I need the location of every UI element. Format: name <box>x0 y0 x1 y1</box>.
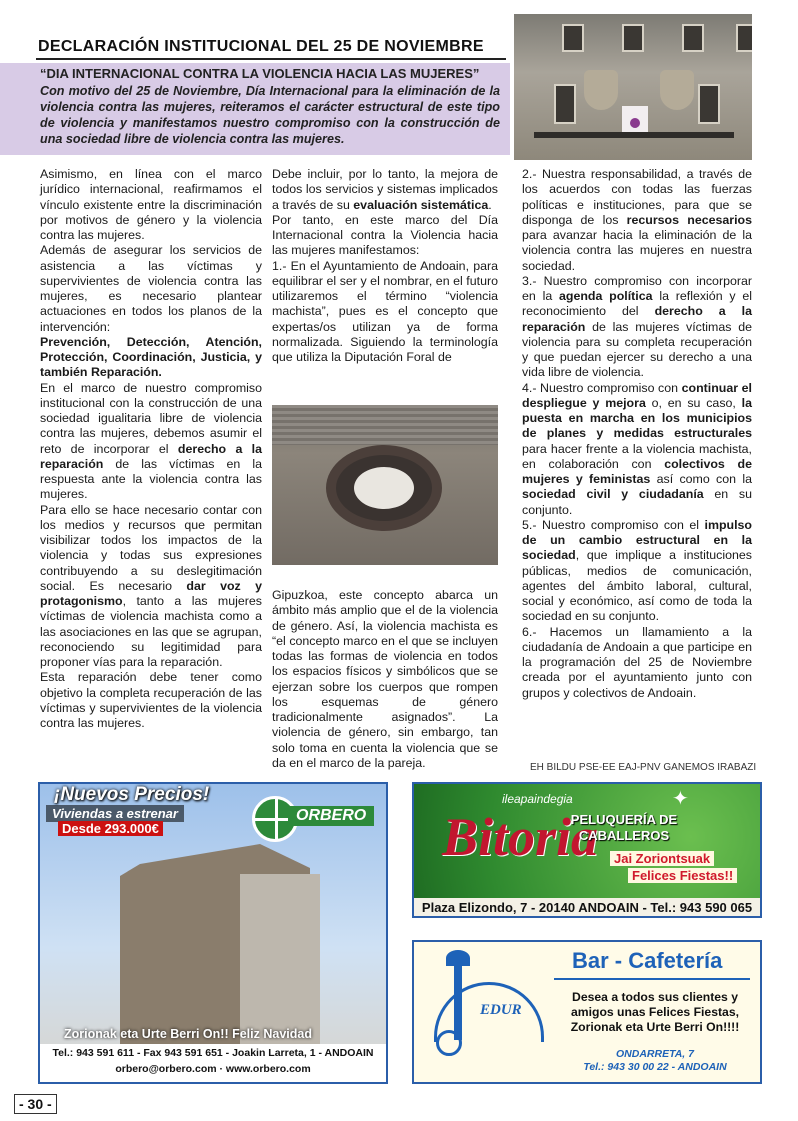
article-column-3 <box>522 167 752 701</box>
paragraph: 3.- Nuestro compromiso con incorporar en la agenda política la reflexión y el reconocimiento del derecho a la reparación de las mujeres víctimas de violencia para su completa recuperación y que puedan ejercer su derecho a una vida libre de violencia. <box>522 273 753 380</box>
ad-price: Desde 293.000€ <box>58 821 163 836</box>
wheel-icon <box>436 1030 462 1056</box>
title-rule <box>36 58 506 60</box>
ad-address: ONDARRETA, 7 Tel.: 943 30 00 22 - ANDOAIN <box>583 1048 727 1073</box>
star-icon: ✦ <box>672 788 689 810</box>
ad-contact: Tel.: 943 591 611 - Fax 943 591 651 - Joakin Larreta, 1 - ANDOAIN <box>52 1047 374 1059</box>
signatory-parties: EH BILDU PSE-EE EAJ-PNV GANEMOS IRABAZI <box>530 762 757 773</box>
orbero-brand: ORBERO <box>288 806 374 826</box>
ad-greeting-es: Felices Fiestas!! <box>628 868 737 883</box>
paragraph-bold: Prevención, Detección, Atención, Protección, Coordinación, Justicia, y también Reparación. <box>40 334 262 380</box>
ad-business-type: PELUQUERÍA DE CABALLEROS <box>570 812 678 843</box>
paragraph: En el marco de nuestro compromiso institucional con la construcción de una sociedad igualitaria libre de violencia contra las mujeres, debemos asumir el reto de incorporar el derecho a la reparación de las víctimas en la respuesta ante la violencia contra las mujeres. <box>40 380 262 502</box>
paragraph: 6.- Hacemos un llamamiento a la ciudadanía de Andoain a que participe en la programación del 25 de Noviembre creada por el ayuntamiento junto con grupos y colectivos de Andoain. <box>522 624 752 700</box>
page-number: - 30 - <box>14 1094 57 1114</box>
ad-message: Desea a todos sus clientes y amigos unas Felices Fiestas, Zorionak eta Urte Berri On!!!! <box>570 990 740 1034</box>
paragraph: Esta reparación debe tener como objetivo la completa recuperación de las víctimas y supervivientes de la violencia contra las mujeres. <box>40 670 262 730</box>
ad-greeting-eu: Jai Zoriontsuak <box>610 851 714 866</box>
ad-address: Plaza Elizondo, 7 - 20140 ANDOAIN - Tel.: 943 590 065 <box>414 898 760 917</box>
bitoria-advertisement[interactable] <box>412 782 762 918</box>
edur-logo: EDUR <box>480 1002 522 1018</box>
page-title: DECLARACIÓN INSTITUCIONAL DEL 25 DE NOVIEMBRE <box>38 38 484 55</box>
ad-title: Bar - Cafetería <box>572 948 723 973</box>
lead-band <box>0 63 510 155</box>
ad-subheadline: Viviendas a estrenar <box>46 805 184 822</box>
paragraph: Para ello se hace necesario contar con los medios y recursos que permitan visibilizar todos los impactos de la violencia y todas sus expresiones contribuyendo a su deslegitimación social. Es necesario dar voz y protagonismo, tanto a las mujeres víctimas de violencia machista como a las asociaciones en las que se agrupan, reconociendo su legitimidad para proponer vías para la reparación. <box>40 502 262 669</box>
section-subtitle: “DIA INTERNACIONAL CONTRA LA VIOLENCIA HACIA LAS MUJERES” <box>40 66 480 81</box>
town-hall-photo <box>514 14 752 160</box>
orbero-advertisement[interactable] <box>38 782 388 1084</box>
article-column-1 <box>40 167 262 731</box>
paragraph: 5.- Nuestro compromiso con el impulso de un cambio estructural en la sociedad, que implique a instituciones públicas, medios de comunicación, agentes del ámbito laboral, cultural, social y económico, así como de toda la sociedad en su conjunto. <box>522 517 752 624</box>
paragraph: Asimismo, en línea con el marco jurídico internacional, reafirmamos el vínculo existente entre la discriminación por motivos de género y la violencia contra las mujeres. <box>40 167 262 242</box>
paragraph: 1.- En el Ayuntamiento de Andoain, para equilibrar el ser y el nombrar, en el futuro utilizaremos el término “violencia machista”, pues es el concepto que expertas/os utilizan ya de forma normalizada. Siguiendo la terminología que utiliza la Diputación Foral de <box>272 258 498 364</box>
bitoria-logo: Bitoria <box>442 807 599 867</box>
paragraph: 4.- Nuestro compromiso con continuar el despliegue y mejora o, en su caso, la puesta en marcha en los municipios de planes y medidas estructurales para hacer frente a la violencia machista, en colaboración con colectivos de mujeres y feministas así como con la sociedad civil y ciudadanía en su conjunto. <box>522 380 752 517</box>
paragraph: Por tanto, en este marco del Día Internacional contra la Violencia hacia las mujeres manifestamos: <box>272 212 498 258</box>
ad-sub: ileapaindegia <box>502 792 573 806</box>
ad-greeting: Zorionak eta Urte Berri On!! Feliz Navidad <box>64 1027 312 1041</box>
paragraph: Debe incluir, por lo tanto, la mejora de todos los servicios y sistemas implicados a través de su evaluación sistemática. <box>272 167 498 212</box>
edur-advertisement[interactable] <box>412 940 762 1084</box>
lead-paragraph: Con motivo del 25 de Noviembre, Día Internacional para la eliminación de la violencia contra las mujeres, reiteramos el carácter estructural de este tipo de violencia y manifestamos nuestro compromiso con la construcción de una sociedad libre de violencia contra las mujeres. <box>40 84 500 146</box>
paragraph: Además de asegurar los servicios de asistencia a las víctimas y supervivientes de violencia contra las mujeres, es necesario plantear actuaciones en todos los planos de la intervención: <box>40 243 262 334</box>
ad-headline: ¡Nuevos Precios! <box>54 784 210 805</box>
article-column-2-top <box>272 167 498 365</box>
paragraph: Gipuzkoa, este concepto abarca un ámbito más amplio que el de la violencia de género. Así, la violencia machista es “el concepto marco en el que se incluyen todas las formas de violencia en todos los espacios físicos y simbólicos que se ejerzan sobre los cuerpos que rompen los esquemas de género tradicionalmente asignados”. La violencia de género, sin embargo, tan solo toma en cuenta la violencia que se da en el marco de la pareja. <box>272 588 498 770</box>
ad-website[interactable]: orbero@orbero.com · www.orbero.com <box>115 1063 311 1075</box>
demonstration-photo <box>272 405 498 565</box>
article-column-2-bottom <box>272 588 498 771</box>
paragraph: 2.- Nuestra responsabilidad, a través de los acuerdos con todas las fuerzas políticas e instituciones, para que se disponga de los recursos necesarios para avanzar hacia la eliminación de la violencia contra las mujeres en nuestra sociedad. <box>522 167 752 273</box>
